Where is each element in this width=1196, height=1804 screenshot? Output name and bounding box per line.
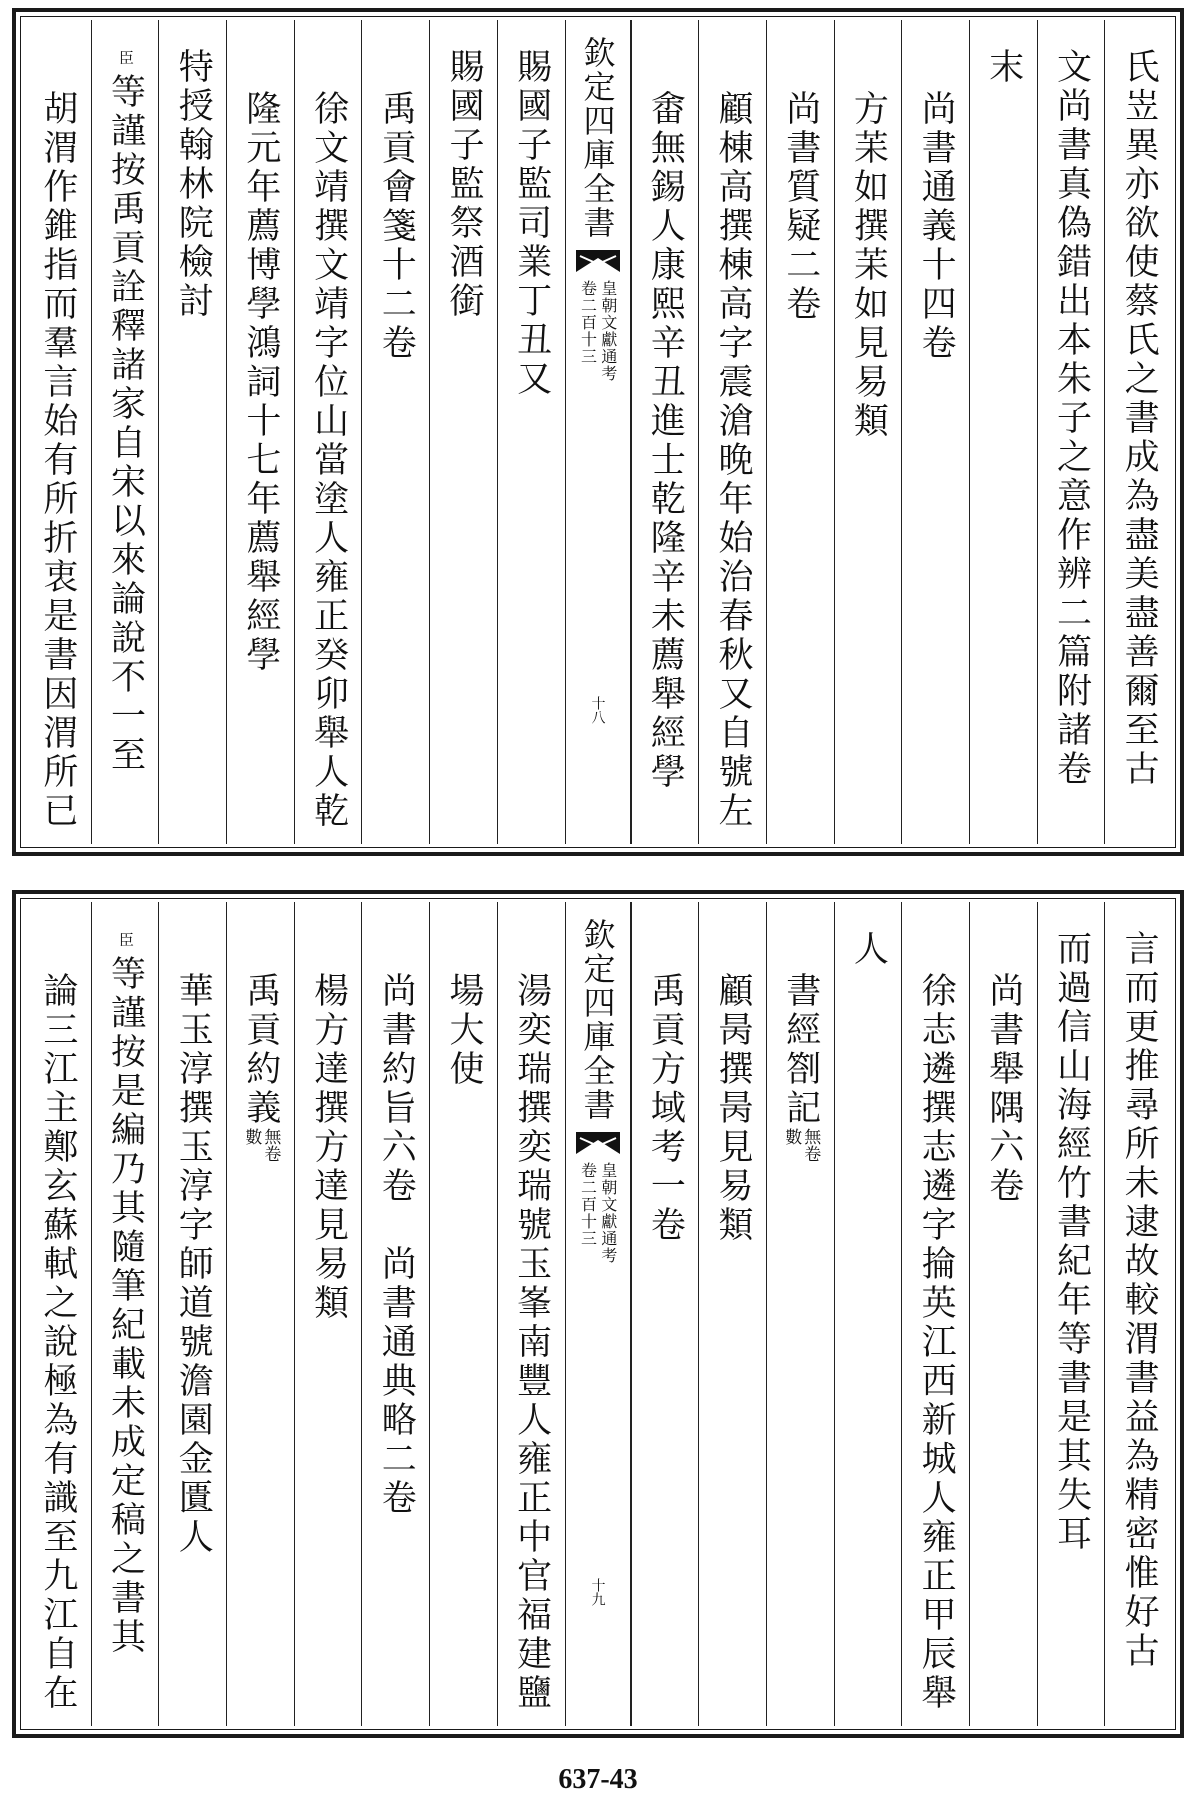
text-column <box>497 902 565 1726</box>
source-title: 皇朝文獻通考 <box>598 1162 618 1264</box>
text-column <box>901 20 969 844</box>
column-text: 賜國子監司業丁丑又 <box>511 48 552 399</box>
folio-number: 十八 <box>589 696 606 724</box>
column-text: 賜國子監祭酒銜 <box>443 48 484 321</box>
column-text: 文尚書真偽錯出本朱子之意作辨二篇附諸卷 <box>1051 48 1092 789</box>
interlinear-note <box>241 1128 281 1162</box>
book-title: 欽定四庫全書 <box>578 36 617 240</box>
column-text: 顧昺撰昺見易類 <box>713 972 754 1245</box>
text-column <box>969 20 1037 844</box>
text-column <box>698 20 766 844</box>
column-text: 禹貢會箋十二卷 <box>376 90 417 363</box>
source-title: 皇朝文獻通考 <box>598 280 618 382</box>
column-text: 論三江主鄭玄蘇軾之說極為有識至九江自在 <box>37 972 78 1713</box>
text-column <box>1104 902 1172 1726</box>
text-column <box>766 902 834 1726</box>
column-text: 書經劄記 <box>780 972 821 1128</box>
column-text: 湯奕瑞撰奕瑞號玉峯南豐人雍正中官福建鹽 <box>511 972 552 1713</box>
volume-number: 卷二百十三 <box>578 1162 598 1247</box>
column-text: 尚書約旨六卷 尚書通典略二卷 <box>376 972 417 1518</box>
column-text: 人 <box>848 930 889 969</box>
text-column <box>1037 902 1105 1726</box>
chapter-label <box>578 1162 617 1264</box>
text-column <box>361 902 429 1726</box>
note-line: 數 <box>781 1128 802 1145</box>
note-line: 無卷 <box>800 1128 821 1162</box>
text-column <box>158 902 226 1726</box>
volume-number: 卷二百十三 <box>578 280 598 365</box>
note-line: 無卷 <box>260 1128 281 1162</box>
column-text: 而過信山海經竹書紀年等書是其失耳 <box>1051 930 1092 1554</box>
column-text: 徐志遴撰志遴字掄英江西新城人雍正甲辰舉 <box>916 972 957 1713</box>
column-text: 言而更推尋所未逮故較渭書益為精密惟好古 <box>1119 930 1160 1671</box>
column-text: 顧棟高撰棟高字震滄晚年始治春秋又自號左 <box>713 90 754 831</box>
text-column <box>91 902 159 1726</box>
minister-mark: 臣 <box>116 932 135 947</box>
column-text: 末 <box>983 48 1024 87</box>
minister-mark: 臣 <box>116 50 135 65</box>
fishtail-mark <box>576 1132 620 1154</box>
text-column <box>361 20 429 844</box>
column-text: 方苿如撰苿如見易類 <box>848 90 889 441</box>
text-column <box>631 20 699 844</box>
text-column <box>158 20 226 844</box>
chapter-label <box>578 280 617 382</box>
column-text: 楊方達撰方達見易類 <box>308 972 349 1323</box>
column-text: 等謹按是編乃其隨筆紀載未成定稿之書其 <box>105 955 146 1657</box>
column-text: 華玉淳撰玉淳字師道號澹園金匱人 <box>173 972 214 1557</box>
column-text: 徐文靖撰文靖字位山當塗人雍正癸卯舉人乾 <box>308 90 349 831</box>
text-column <box>969 902 1037 1726</box>
text-column <box>1037 20 1105 844</box>
text-column <box>698 902 766 1726</box>
text-column <box>429 902 497 1726</box>
column-text: 畬無錫人康熙辛丑進士乾隆辛未薦舉經學 <box>645 90 686 792</box>
text-column <box>91 20 159 844</box>
heading-column <box>565 20 631 844</box>
heading-column <box>565 902 631 1726</box>
text-column <box>226 902 294 1726</box>
page-top <box>12 8 1184 856</box>
text-column <box>901 902 969 1726</box>
text-column <box>497 20 565 844</box>
text-column <box>294 902 362 1726</box>
fishtail-mark <box>576 250 620 272</box>
column-text: 胡渭作錐指而羣言始有所折衷是書因渭所已 <box>37 90 78 831</box>
page-number: 637-43 <box>558 1764 638 1795</box>
text-column <box>294 20 362 844</box>
column-text: 禹貢約義 <box>240 972 281 1128</box>
text-column <box>1104 20 1172 844</box>
column-text: 隆元年薦博學鴻詞十七年薦舉經學 <box>240 90 281 675</box>
text-column <box>226 20 294 844</box>
text-column <box>631 902 699 1726</box>
folio-number: 十九 <box>589 1578 606 1606</box>
text-column <box>834 902 902 1726</box>
column-text: 尚書質疑二卷 <box>780 90 821 324</box>
text-column <box>766 20 834 844</box>
column-text: 尚書通義十四卷 <box>916 90 957 363</box>
page-bottom <box>12 890 1184 1738</box>
column-text: 尚書舉隅六卷 <box>983 972 1024 1206</box>
column-text: 禹貢方域考一卷 <box>645 972 686 1245</box>
column-text: 場大使 <box>443 972 484 1089</box>
text-column <box>24 20 91 844</box>
text-column <box>24 902 91 1726</box>
column-text: 氏岦異亦欲使蔡氏之書成為盡美盡善爾至古 <box>1119 48 1160 789</box>
column-text: 等謹按禹貢詮釋諸家自宋以來論說不一至 <box>105 73 146 775</box>
column-text: 特授翰林院檢討 <box>173 48 214 321</box>
interlinear-note <box>781 1128 821 1162</box>
text-column <box>834 20 902 844</box>
note-line: 數 <box>241 1128 262 1145</box>
book-title: 欽定四庫全書 <box>578 918 617 1122</box>
text-column <box>429 20 497 844</box>
